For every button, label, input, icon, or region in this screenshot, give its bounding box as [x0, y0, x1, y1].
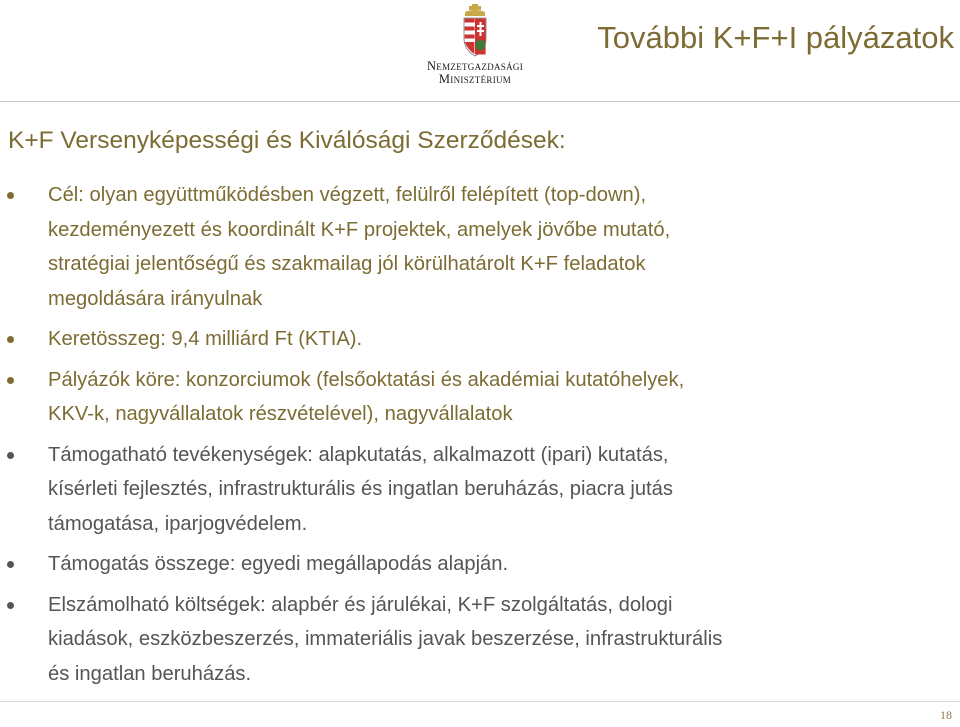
bullet-list — [0, 178, 920, 691]
bullet-dot-icon — [7, 377, 14, 384]
bullet-text-line: támogatása, iparjogvédelem. — [48, 512, 308, 535]
bullet-dot-icon — [7, 602, 14, 609]
hungarian-coat-of-arms-icon — [458, 4, 492, 60]
footer-divider — [0, 701, 960, 702]
page-number: 18 — [940, 708, 952, 722]
bullet-text-line: kezdeményezett és koordinált K+F projektek, amelyek jövőbe mutató, — [48, 218, 671, 241]
bullet-text-line: kísérleti fejlesztés, infrastrukturális és ingatlan beruházás, piacra jutás — [48, 478, 673, 500]
bullet-dot-icon — [7, 336, 14, 343]
bullet-item — [0, 438, 920, 542]
bullet-item — [0, 547, 920, 582]
bullet-dot-icon — [7, 192, 14, 199]
bullet-item — [0, 322, 920, 357]
bullet-dot-icon — [7, 452, 14, 459]
header-divider — [0, 101, 960, 102]
section-title: K+F Versenyképességi és Kiválósági Szerződések: — [8, 127, 566, 154]
logo-text-line1: Nemzetgazdasági — [426, 59, 524, 73]
bullet-text-line: Pályázók köre: konzorciumok (felsőoktatási és akadémiai kutatóhelyek, — [48, 368, 685, 391]
ministry-logo — [415, 4, 535, 96]
bullet-item — [0, 178, 920, 316]
bullet-text-line: Támogatás összege: egyedi megállapodás alapján. — [48, 553, 509, 575]
bullet-text-line: Elszámolható költségek: alapbér és járulékai, K+F szolgáltatás, dologi — [48, 593, 673, 616]
bullet-text-line: Cél: olyan együttműködésben végzett, felülről felépített (top-down), — [48, 184, 647, 206]
bullet-text-line: megoldására irányulnak — [48, 287, 263, 310]
bullet-text-line: stratégiai jelentőségű és szakmailag jól körülhatárolt K+F feladatok — [48, 253, 646, 275]
bullet-dot-icon — [7, 561, 14, 568]
slide-header-title: További K+F+I pályázatok — [597, 20, 954, 55]
bullet-item — [0, 363, 920, 432]
bullet-item — [0, 588, 920, 692]
bullet-text-line: és ingatlan beruházás. — [48, 662, 252, 685]
bullet-text-line: kiadások, eszközbeszerzés, immateriális javak beszerzése, infrastrukturális — [48, 628, 723, 650]
bullet-text-line: KKV-k, nagyvállalatok részvételével), nagyvállalatok — [48, 403, 513, 425]
bullet-text-line: Támogatható tevékenységek: alapkutatás, alkalmazott (ipari) kutatás, — [48, 443, 669, 466]
bullet-text-line: Keretösszeg: 9,4 milliárd Ft (KTIA). — [48, 328, 363, 350]
logo-text-line2: Minisztérium — [438, 72, 512, 86]
